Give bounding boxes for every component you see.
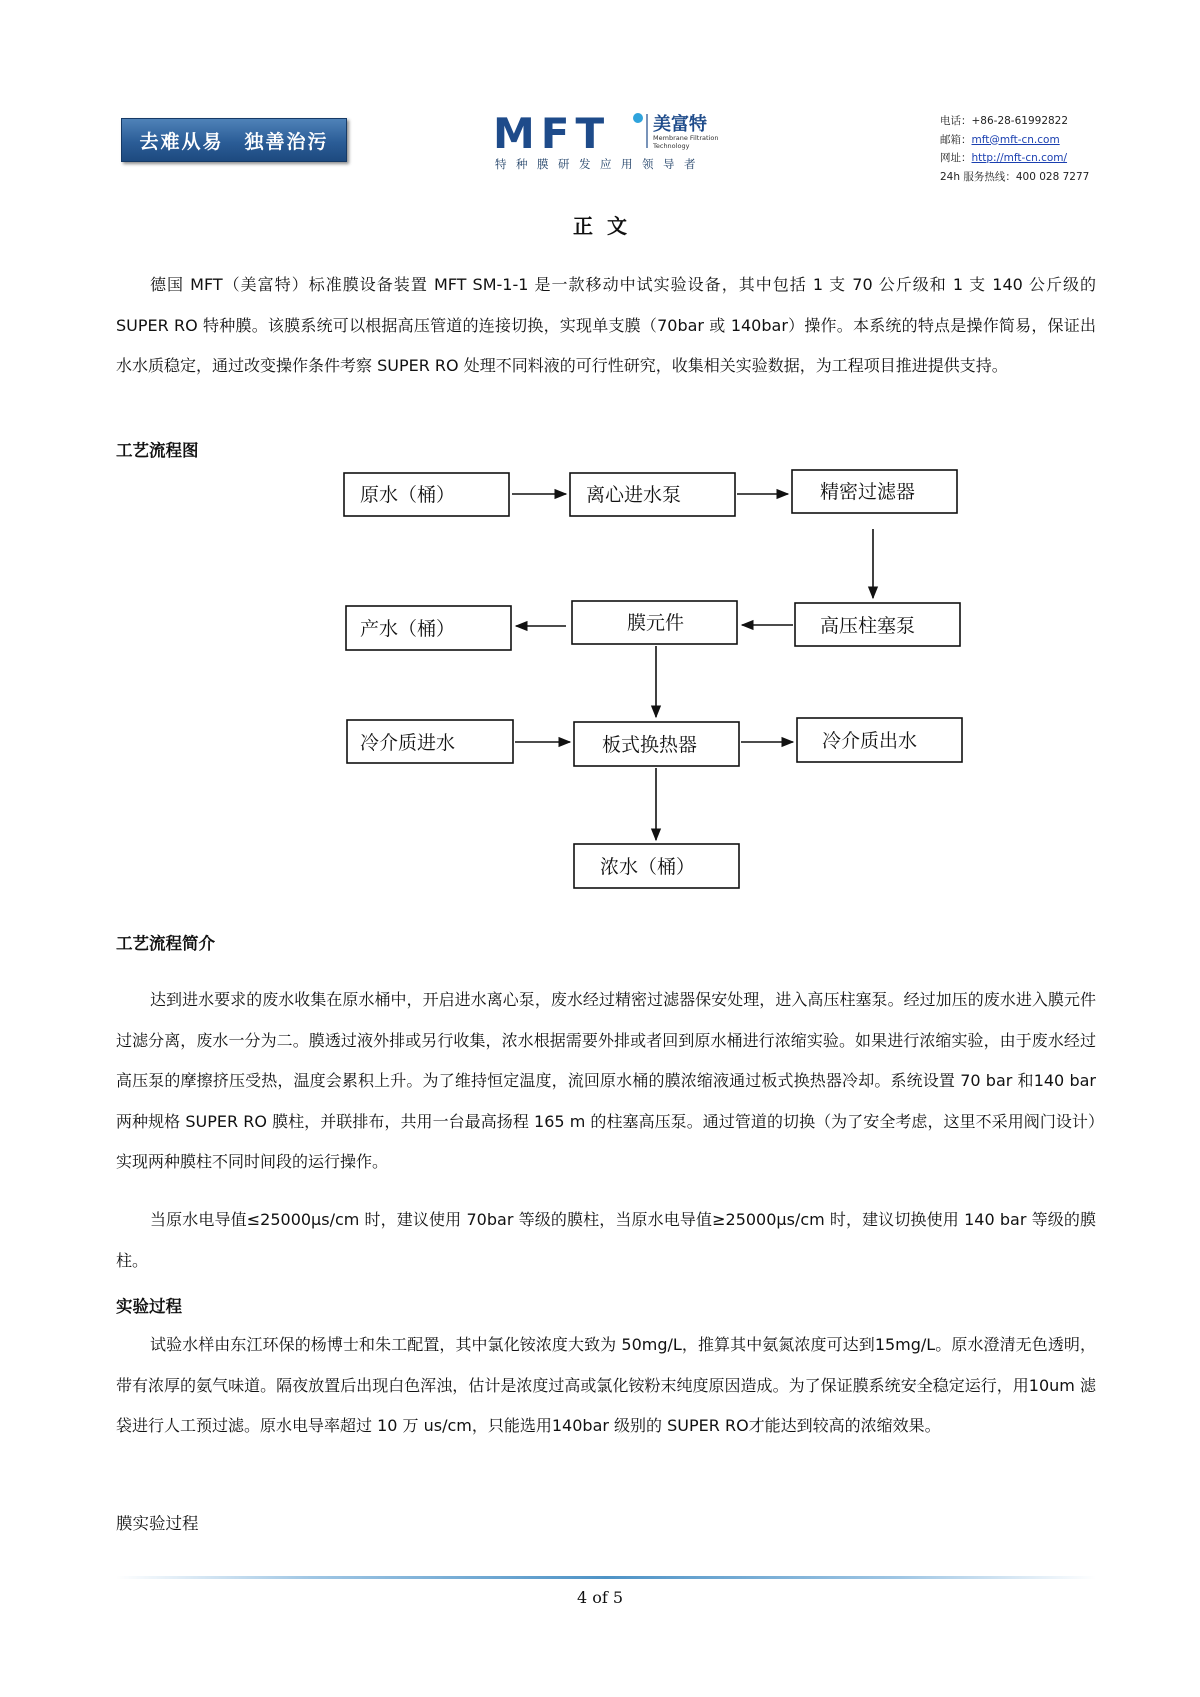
- label-heat-exchanger: 板式换热器: [602, 734, 698, 756]
- experiment-paragraph: 试验水样由东江环保的杨博士和朱工配置，其中氯化铵浓度大致为 50mg/L，推算其中氨氮浓度可达到15mg/L。原水澄清无色透明，带有浓厚的氨气味道。隔夜放置后出现白色浑浊，估计是浓度过高或氯化铵粉末纯度原因造成。为了保证膜系统安全稳定运行，用10um 滤袋进行人工预过滤。原水电导率超过 10 万 us/cm，只能选用140bar 级别的 SUPER RO才能达到较高的浓缩效果。: [116, 1335, 1096, 1435]
- membrane-section-title: 膜实验过程: [116, 1514, 199, 1533]
- logo-mark: MFT: [493, 109, 611, 158]
- label-concentrate: 浓水（桶）: [600, 856, 696, 878]
- label-precision-filter: 精密过滤器: [820, 481, 916, 503]
- page-title: 正文: [573, 214, 641, 238]
- label-high-pressure-pump: 高压柱塞泵: [820, 615, 916, 637]
- slogan-banner: [121, 118, 347, 162]
- process-flow-diagram: [330, 460, 990, 910]
- label-coolant-in: 冷介质进水: [360, 732, 456, 754]
- process-paragraph-2: 当原水电导值≤25000μs/cm 时，建议使用 70bar 等级的膜柱，当原水电导值≥25000μs/cm 时，建议切换使用 140 bar 等级的膜柱。: [116, 1210, 1096, 1270]
- logo-cn: 美富特: [653, 114, 707, 135]
- process-section-title: 工艺流程简介: [116, 934, 215, 953]
- email-link[interactable]: mft@mft-cn.com: [971, 133, 1060, 146]
- contact-hotline: 24h 服务热线：400 028 7277: [940, 170, 1090, 183]
- contact-web-row: 网址：http://mft-cn.com/: [940, 152, 1068, 164]
- contact-block: [940, 112, 1089, 186]
- footer-divider: [116, 1576, 1096, 1579]
- logo-en-1: Membrane Filtration: [653, 134, 719, 142]
- logo-en-2: Technology: [653, 142, 690, 150]
- intro-paragraph: 德国 MFT（美富特）标准膜设备装置 MFT SM-1-1 是一款移动中试实验设备，其中包括 1 支 70 公斤级和 1 支 140 公斤级的 SUPER RO 特种膜。该膜系统可以根据高压管道的连接切换，实现单支膜（70bar 或 140bar）操作。本系统的特点是操作简易，保证出水水质稳定，通过改变操作条件考察 SUPER RO 处理不同料液的可行性研究，收集相关实验数据，为工程项目推进提供支持。: [116, 275, 1096, 375]
- label-product-water: 产水（桶）: [360, 618, 456, 640]
- label-centrifugal-pump: 离心进水泵: [586, 484, 682, 506]
- slogan-text: 去难从易 独善治污: [139, 130, 329, 153]
- flow-section-title: 工艺流程图: [116, 441, 199, 460]
- process-paragraph-1: 达到进水要求的废水收集在原水桶中，开启进水离心泵，废水经过精密过滤器保安处理，进入高压柱塞泵。经过加压的废水进入膜元件过滤分离，废水一分为二。膜透过液外排或另行收集，浓水根据需要外排或者回到原水桶进行浓缩实验。如果进行浓缩实验，由于废水经过高压泵的摩擦挤压受热，温度会累积上升。为了维持恒定温度，流回原水桶的膜浓缩液通过板式换热器冷却。系统设置 70 bar 和140 bar 两种规格 SUPER RO 膜柱，并联排布，共用一台最高扬程 165 m 的柱塞高压泵。通过管道的切换（为了安全考虑，这里不采用阀门设计）实现两种膜柱不同时间段的运行操作。: [116, 990, 1096, 1171]
- label-coolant-out: 冷介质出水: [822, 730, 918, 752]
- contact-phone: 电话：+86-28-61992822: [940, 115, 1069, 127]
- contact-email-row: 邮箱：mft@mft-cn.com: [940, 133, 1060, 146]
- label-raw-water: 原水（桶）: [360, 484, 456, 506]
- website-link[interactable]: http://mft-cn.com/: [971, 152, 1068, 164]
- logo-tagline: 特种膜研发应用领导者: [495, 157, 705, 171]
- page-number: 4 of 5: [576, 1588, 624, 1607]
- logo-dot-icon: [633, 113, 643, 123]
- label-membrane: 膜元件: [627, 612, 685, 634]
- experiment-section-title: 实验过程: [116, 1297, 182, 1316]
